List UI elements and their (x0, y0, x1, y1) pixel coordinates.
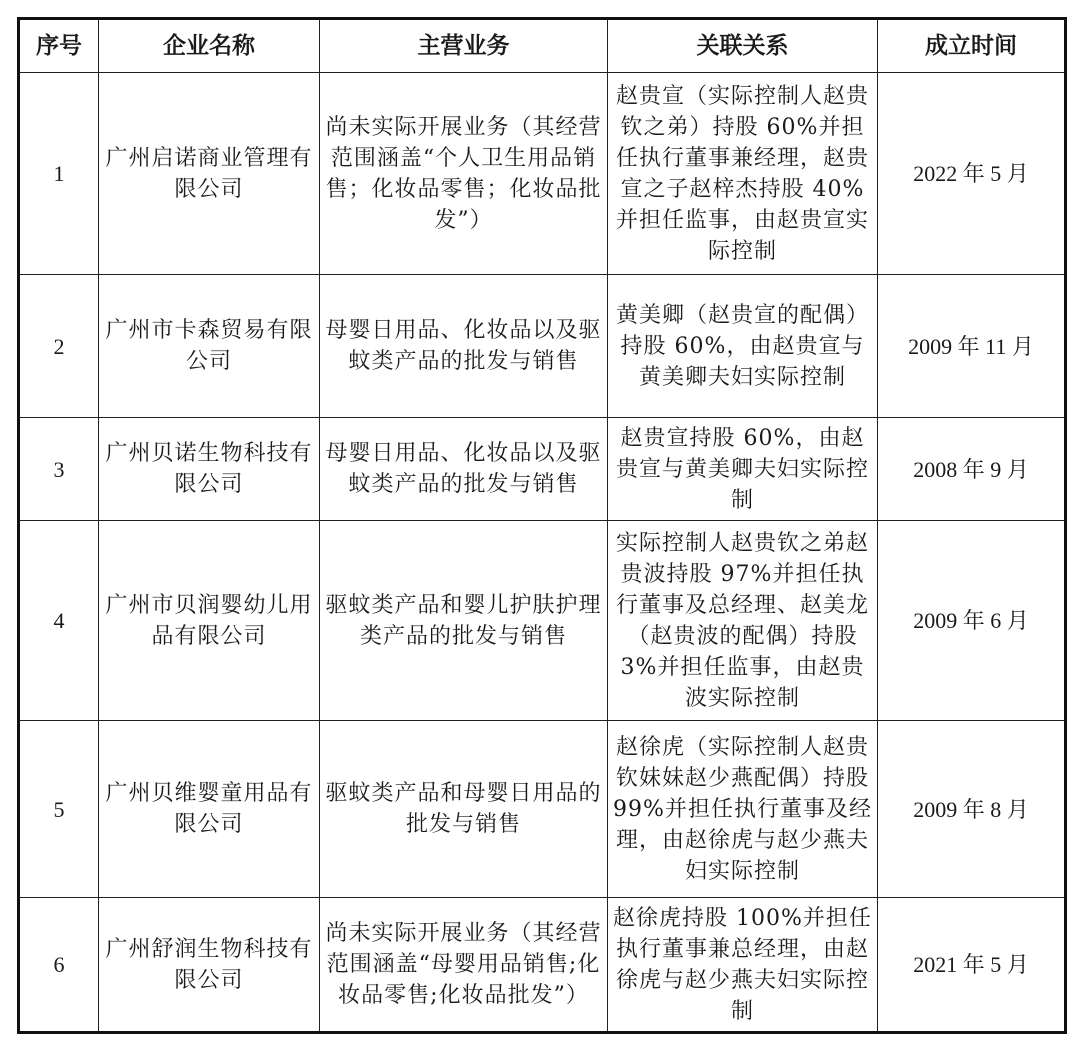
header-main-business: 主营业务 (320, 19, 608, 73)
table-row (19, 73, 1066, 275)
header-company-name: 企业名称 (99, 19, 320, 73)
row-no: 5 (19, 721, 99, 898)
main-business: 母婴日用品、化妆品以及驱蚊类产品的批发与销售 (320, 275, 608, 418)
table-row (19, 521, 1066, 721)
company-name: 广州贝维婴童用品有限公司 (99, 721, 320, 898)
main-business: 尚未实际开展业务（其经营范围涵盖“母婴用品销售;化妆品零售;化妆品批发”） (320, 898, 608, 1033)
row-no: 6 (19, 898, 99, 1033)
main-business: 驱蚊类产品和母婴日用品的批发与销售 (320, 721, 608, 898)
table-row (19, 898, 1066, 1033)
established-date: 2009 年 8 月 (878, 721, 1066, 898)
company-name: 广州市卡森贸易有限公司 (99, 275, 320, 418)
table-row (19, 275, 1066, 418)
company-name: 广州启诺商业管理有限公司 (99, 73, 320, 275)
table-header-row (19, 19, 1066, 73)
established-date: 2021 年 5 月 (878, 898, 1066, 1033)
main-business: 母婴日用品、化妆品以及驱蚊类产品的批发与销售 (320, 418, 608, 521)
company-name: 广州舒润生物科技有限公司 (99, 898, 320, 1033)
row-no: 3 (19, 418, 99, 521)
established-date: 2022 年 5 月 (878, 73, 1066, 275)
table-row (19, 721, 1066, 898)
main-business: 驱蚊类产品和婴儿护肤护理类产品的批发与销售 (320, 521, 608, 721)
relation: 实际控制人赵贵钦之弟赵贵波持股 97%并担任执行董事及总经理、赵美龙（赵贵波的配偶）持股 3%并担任监事，由赵贵波实际控制 (608, 521, 878, 721)
company-name: 广州贝诺生物科技有限公司 (99, 418, 320, 521)
company-name: 广州市贝润婴幼儿用品有限公司 (99, 521, 320, 721)
row-no: 4 (19, 521, 99, 721)
main-business: 尚未实际开展业务（其经营范围涵盖“个人卫生用品销售；化妆品零售；化妆品批发”） (320, 73, 608, 275)
established-date: 2009 年 6 月 (878, 521, 1066, 721)
established-date: 2009 年 11 月 (878, 275, 1066, 418)
row-no: 1 (19, 73, 99, 275)
relation: 赵贵宣（实际控制人赵贵钦之弟）持股 60%并担任执行董事兼经理，赵贵宣之子赵梓杰持股 40%并担任监事，由赵贵宣实际控制 (608, 73, 878, 275)
related-companies-table (17, 17, 1067, 1034)
established-date: 2008 年 9 月 (878, 418, 1066, 521)
header-no: 序号 (19, 19, 99, 73)
header-relation: 关联关系 (608, 19, 878, 73)
table-row (19, 418, 1066, 521)
relation: 赵徐虎持股 100%并担任执行董事兼总经理，由赵徐虎与赵少燕夫妇实际控制 (608, 898, 878, 1033)
relation: 黄美卿（赵贵宣的配偶）持股 60%，由赵贵宣与黄美卿夫妇实际控制 (608, 275, 878, 418)
header-established: 成立时间 (878, 19, 1066, 73)
relation: 赵徐虎（实际控制人赵贵钦妹妹赵少燕配偶）持股 99%并担任执行董事及经理，由赵徐虎与赵少燕夫妇实际控制 (608, 721, 878, 898)
relation: 赵贵宣持股 60%，由赵贵宣与黄美卿夫妇实际控制 (608, 418, 878, 521)
row-no: 2 (19, 275, 99, 418)
